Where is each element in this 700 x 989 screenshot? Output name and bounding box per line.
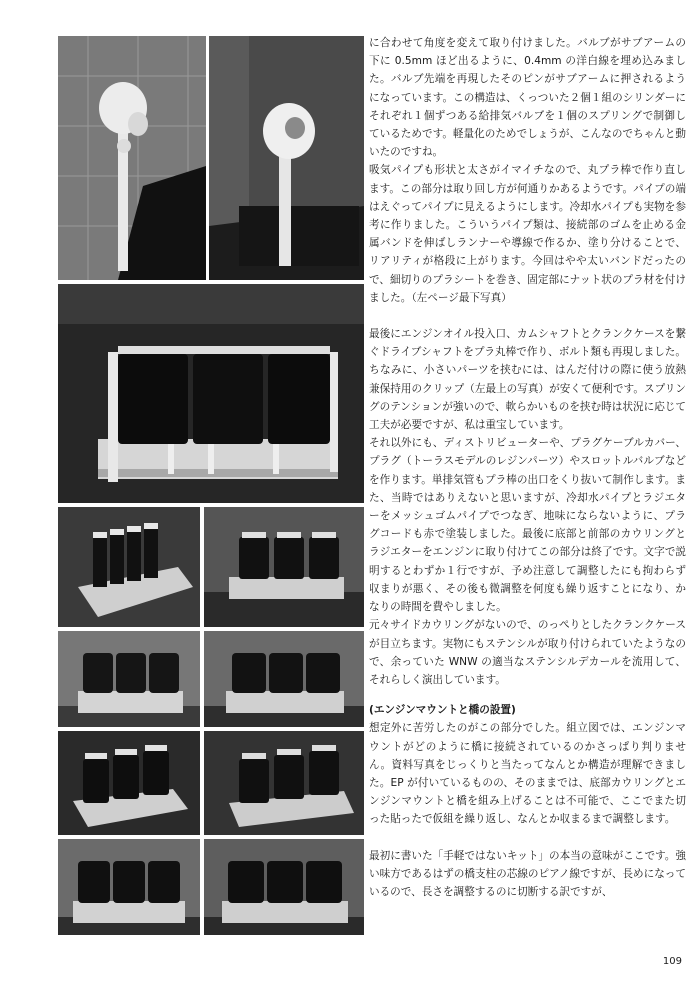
paragraph-7: 最初に書いた「手軽ではないキット」の本当の意味がここです。強い味方であるはずの橋支柱の芯線のピアノ線ですが、長めになっているので、長さを調整するのに切断する訳ですが、: [369, 849, 686, 898]
engine-painted-photo-4: [204, 839, 364, 935]
paragraph-5: 元々サイドカウリングがないので、のっぺりとしたクランクケースが目立ちます。実物にもステンシルが取り付けられていたようなので、余っていた WNW の適当なステンシルデカールを流用して、それらしく演出しています。: [369, 619, 686, 686]
engine-front-photo-2: [204, 631, 364, 727]
engine-painted-photo-1: [58, 731, 200, 835]
paragraph-4: それ以外にも、ディストリビューターや、プラグケーブルカバー、プラグ（トーラスモデルのレジンパーツ）やスロットルバルブなどを作ります。単排気管もプラ棒の出口をくり抜いて制作します。また、当時ではありえないと思いますが、冷却水パイプとラジエターをメッシュゴムパイプでつなぎ、地味にならないように、プラグコードも赤で塗装しました。最後に底部と前部のカウリングとラジエターをエンジンに取り付けてこの部分は終了です。文字で説明するとわずか１行ですが、予め注意して調整したにも拘わらず収まりが悪く、その後も微調整を何度も繰り返すことになり、かなりの時間を費やしました。: [369, 437, 686, 614]
article-body: [369, 34, 686, 901]
valve-photo-side: [209, 36, 364, 280]
page-number: 109: [662, 956, 682, 967]
paragraph-3: 最後にエンジンオイル投入口、カムシャフトとクランクケースを繋ぐドライブシャフトをプラ丸棒で作り、ボルト類も再現しました。ちなみに、小さいパーツを挟むには、はんだ付けの際に使う放熱兼保持用のクリップ（左最上の写真）が安くて便利です。スプリングのテンションが強いので、軟らかいものを挟む時は状況に応じて工夫が必要ですが、私は重宝しています。: [369, 328, 686, 432]
section-heading: (エンジンマウントと橋の設置): [369, 704, 516, 717]
engine-angle-photo-1: [58, 507, 200, 627]
engine-block-photo: [58, 284, 364, 503]
paragraph-6: 想定外に苦労したのがこの部分でした。組立図では、エンジンマウントがどのように橋に接続されているのかさっぱり判りません。資料写真をじっくりと当たってなんとか構造が理解できました。EP が付いているものの、そのままでは、底部カウリングとエンジンマウントと橋を組み上げることは不可能で、ここでまた切った貼ったで仮組を繰り返し、なんとか収まるまで調整します。: [369, 722, 686, 826]
engine-painted-photo-2: [204, 731, 364, 835]
engine-painted-photo-3: [58, 839, 200, 935]
engine-front-photo-1: [58, 631, 200, 727]
valve-photo-front: [58, 36, 206, 280]
engine-angle-photo-2: [204, 507, 364, 627]
paragraph-1: に合わせて角度を変えて取り付けました。バルブがサブアームの下に 0.5mm ほど出るように、0.4mm の洋白線を埋め込みました。バルブ先端を再現したそのピンがサブアームに押されるようになっています。この構造は、くっついた２個１組のシリンダーにそれぞれ１個ずつある給排気バルブを１個のスプリングで制御しているためです。軽量化のためでしょうが、こんなのでちゃんと動いたのですね。: [369, 37, 686, 159]
paragraph-2: 吸気パイプも形状と太さがイマイチなので、丸プラ棒で作り直します。この部分は取り回し方が何通りかあるようです。パイプの端はえぐってパイプに見えるようにします。冷却水パイプも実物を参考に作りました。こういうパイプ類は、接続部のゴムを止める金属バンドを伸ばしランナーや導線で作るか、塗り分けることで、リアリティが格段に上がります。今回はやや太いバンドだったので、細切りのプラシートを巻き、固定部にナット状のプラ材を付けました。（左ページ最下写真）: [369, 164, 686, 304]
